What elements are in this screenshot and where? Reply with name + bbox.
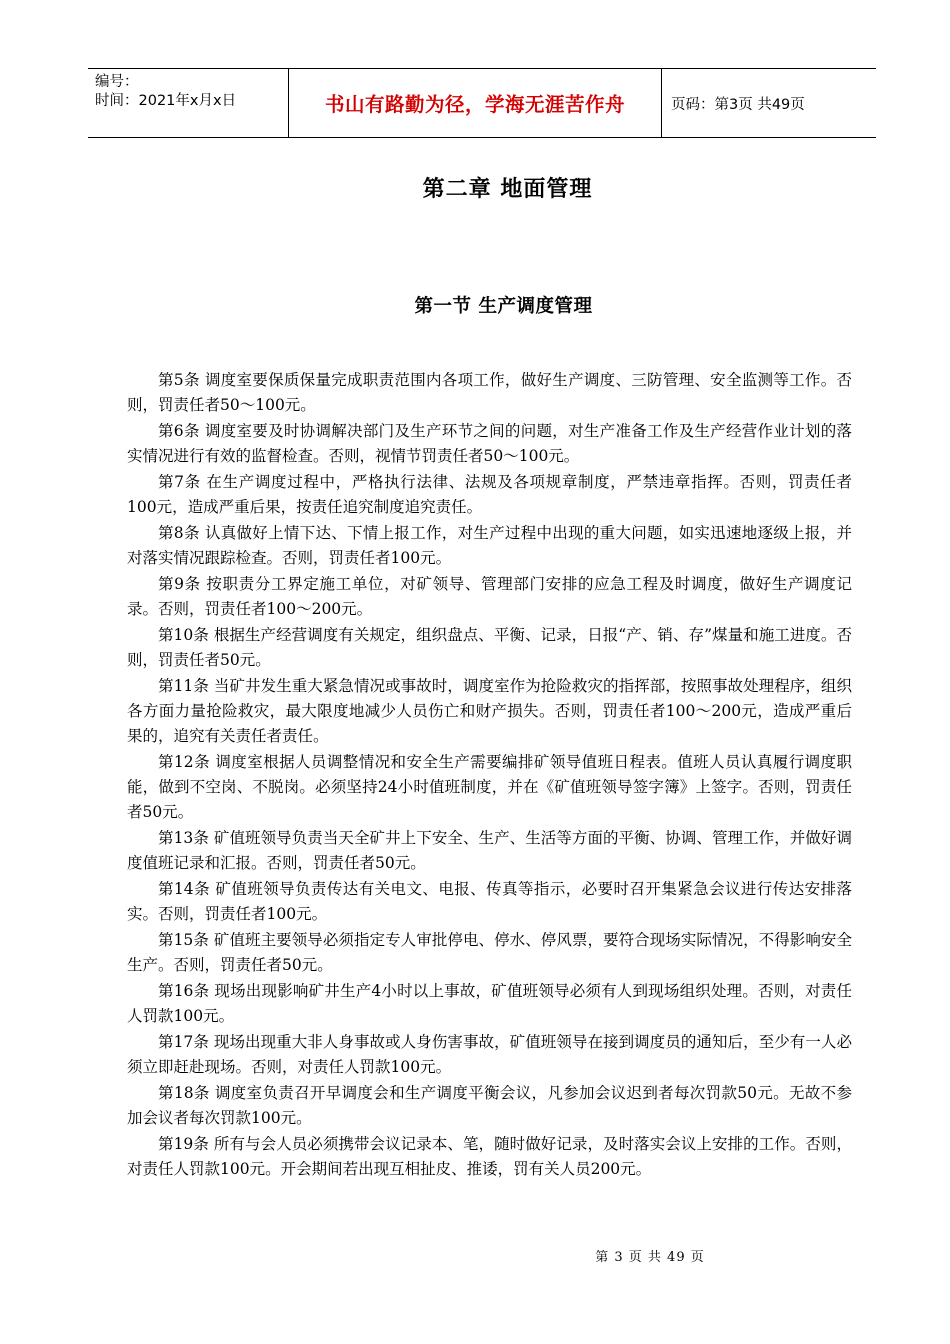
number-label: 编号： bbox=[95, 74, 139, 90]
article-paragraph: 第18条 调度室负责召开早调度会和生产调度平衡会议，凡参加会议迟到者每次罚款50元。无故不参加会议者每次罚款100元。 bbox=[127, 1084, 852, 1127]
article-paragraph: 第8条 认真做好上情下达、下情上报工作，对生产过程中出现的重大问题，如实迅速地逐级上报，并对落实情况跟踪检查。否则，罚责任者100元。 bbox=[127, 524, 852, 567]
header-page-info: 页码：第3页 共49页 bbox=[671, 96, 805, 113]
header-motto: 书山有路勤为径，学海无涯苦作舟 bbox=[324, 93, 625, 116]
chapter-title: 第二章 地面管理 bbox=[422, 177, 593, 202]
article-paragraph: 第12条 调度室根据人员调整情况和安全生产需要编排矿领导值班日程表。值班人员认真履行调度职能，做到不空岗、不脱岗。必须坚持24小时值班制度，并在《矿值班领导签字簿》上签字。否则，罚责任者50元。 bbox=[127, 753, 852, 821]
article-paragraph: 第6条 调度室要及时协调解决部门及生产环节之间的问题，对生产准备工作及生产经营作业计划的落实情况进行有效的监督检查。否则，视情节罚责任者50～100元。 bbox=[127, 422, 852, 465]
header-meta bbox=[95, 73, 285, 111]
time-label: 时间：2021年x月x日 bbox=[95, 93, 237, 109]
article-paragraph: 第17条 现场出现重大非人身事故或人身伤害事故，矿值班领导在接到调度员的通知后，至少有一人必须立即赶赴现场。否则，对责任人罚款100元。 bbox=[127, 1033, 852, 1076]
article-paragraph: 第7条 在生产调度过程中，严格执行法律、法规及各项规章制度，严禁违章指挥。否则，罚责任者100元，造成严重后果，按责任追究制度追究责任。 bbox=[127, 473, 852, 516]
header-divider bbox=[661, 69, 662, 137]
article-paragraph: 第19条 所有与会人员必须携带会议记录本、笔，随时做好记录，及时落实会议上安排的工作。否则，对责任人罚款100元。开会期间若出现互相扯皮、推诿，罚有关人员200元。 bbox=[127, 1135, 852, 1178]
article-paragraph: 第5条 调度室要保质保量完成职责范围内各项工作，做好生产调度、三防管理、安全监测等工作。否则，罚责任者50～100元。 bbox=[127, 371, 852, 414]
article-paragraph: 第15条 矿值班主要领导必须指定专人审批停电、停水、停风票，要符合现场实际情况，不得影响安全生产。否则，罚责任者50元。 bbox=[127, 931, 852, 974]
page-header bbox=[88, 68, 876, 138]
article-list bbox=[127, 368, 852, 1183]
article-paragraph: 第13条 矿值班领导负责当天全矿井上下安全、生产、生活等方面的平衡、协调、管理工作，并做好调度值班记录和汇报。否则，罚责任者50元。 bbox=[127, 829, 852, 872]
article-paragraph: 第11条 当矿井发生重大紧急情况或事故时，调度室作为抢险救灾的指挥部，按照事故处理程序，组织各方面力量抢险救灾，最大限度地减少人员伤亡和财产损失。否则，罚责任者100～200元，造成严重后果的，追究有关责任者责任。 bbox=[127, 677, 852, 745]
article-paragraph: 第16条 现场出现影响矿井生产4小时以上事故，矿值班领导必须有人到现场组织处理。否则，对责任人罚款100元。 bbox=[127, 982, 852, 1025]
page-footer: 第 3 页 共 49 页 bbox=[595, 1250, 705, 1265]
section-title: 第一节 生产调度管理 bbox=[414, 296, 593, 317]
article-paragraph: 第14条 矿值班领导负责传达有关电文、电报、传真等指示，必要时召开集紧急会议进行传达安排落实。否则，罚责任者100元。 bbox=[127, 880, 852, 923]
article-paragraph: 第10条 根据生产经营调度有关规定，组织盘点、平衡、记录，日报“产、销、存”煤量和施工进度。否则，罚责任者50元。 bbox=[127, 626, 852, 669]
article-paragraph: 第9条 按职责分工界定施工单位，对矿领导、管理部门安排的应急工程及时调度，做好生产调度记录。否则，罚责任者100～200元。 bbox=[127, 575, 852, 618]
